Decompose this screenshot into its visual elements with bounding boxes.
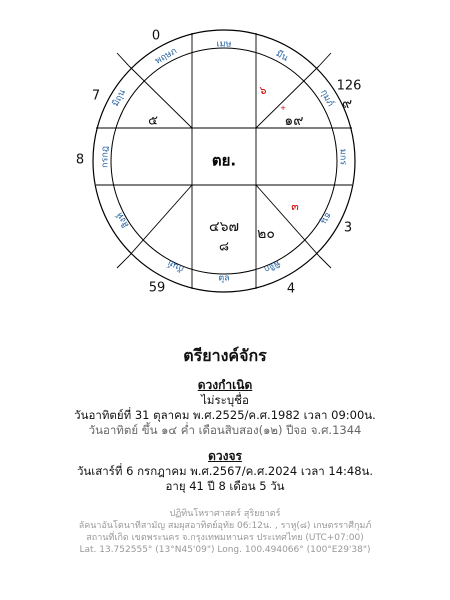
outer-glyph: ๙ xyxy=(341,96,353,112)
sign-label: พฤษภ xyxy=(153,46,179,67)
sign-label: กันย์ xyxy=(166,257,186,274)
planet-glyph: ๓ xyxy=(291,200,299,213)
transit-date: วันเสาร์ที่ 6 กรกฎาคม พ.ศ.2567/ค.ศ.2024 เวลา 14:48น. xyxy=(76,464,374,478)
ascendant-label: ตย. xyxy=(211,151,237,170)
transit-heading: ดวงจร xyxy=(208,449,242,463)
chart-title: ตรียางค์จักร xyxy=(183,346,267,365)
footer-line: สถานที่เกิด เขตพระนคร จ.กรุงเทพมหานคร ประเทศไทย (UTC+07:00) xyxy=(86,533,364,543)
sign-label: สิงห์ xyxy=(115,210,132,230)
sign-label: มีน xyxy=(274,49,290,64)
outer-number: 59 xyxy=(148,280,166,296)
planet-glyph: ๒๐ xyxy=(257,226,275,242)
footer-line: Lat. 13.752555° (13°N45'09") Long. 100.494066° (100°E29'38") xyxy=(79,545,371,555)
transit-age: อายุ 41 ปี 8 เดือน 5 วัน xyxy=(165,479,285,493)
sign-label: กุมภ์ xyxy=(318,88,336,109)
birth-solar-date: วันอาทิตย์ที่ 31 ตุลาคม พ.ศ.2525/ค.ศ.1982 เวลา 09:00น. xyxy=(74,408,376,422)
outer-number: 0 xyxy=(151,28,161,44)
footer xyxy=(0,508,450,556)
birth-lunar-date: วันอาทิตย์ ขึ้น ๑๔ ค่ำ เดือนสิบสอง(๑๒) ปีจอ จ.ศ.1344 xyxy=(88,423,362,437)
planet-glyph: ๘ xyxy=(218,239,230,255)
planet-glyph: ๔๖๗ xyxy=(208,219,240,235)
planet-mark: + xyxy=(280,104,286,112)
sign-label: มกร xyxy=(337,148,348,166)
sign-label: ธนู xyxy=(318,210,333,226)
sign-label: กรกฎ xyxy=(100,146,111,168)
birth-heading: ดวงกำเนิด xyxy=(197,378,253,392)
sign-label: มิถุน xyxy=(110,88,128,109)
sign-label: พิจิก xyxy=(262,257,282,274)
sign-label: ตุล xyxy=(218,273,230,284)
transit-section xyxy=(0,449,450,494)
planet-glyph: ๖ xyxy=(259,84,267,97)
outer-number: 8 xyxy=(75,152,85,168)
outer-number: 3 xyxy=(343,220,353,236)
outer-number: 4 xyxy=(286,281,296,297)
footer-line: ลัคนาอันโตนาทีสามัญ สมผุสอาทิตย์อุทัย 06:12น. , ราหู(๘) เกษตรราศีกุมภ์ xyxy=(78,521,372,531)
outer-number: 7 xyxy=(91,88,101,104)
birth-section xyxy=(0,378,450,438)
birth-name: ไม่ระบุชื่อ xyxy=(201,393,249,407)
sign-label: เมษ xyxy=(216,39,232,50)
planet-glyph: ๑๙ xyxy=(284,113,304,129)
outer-number: 126 xyxy=(336,78,362,94)
planet-glyph: ๕ xyxy=(148,113,158,129)
footer-line: ปฏิทินโหราศาสตร์ สุริยยาตร์ xyxy=(169,509,281,519)
